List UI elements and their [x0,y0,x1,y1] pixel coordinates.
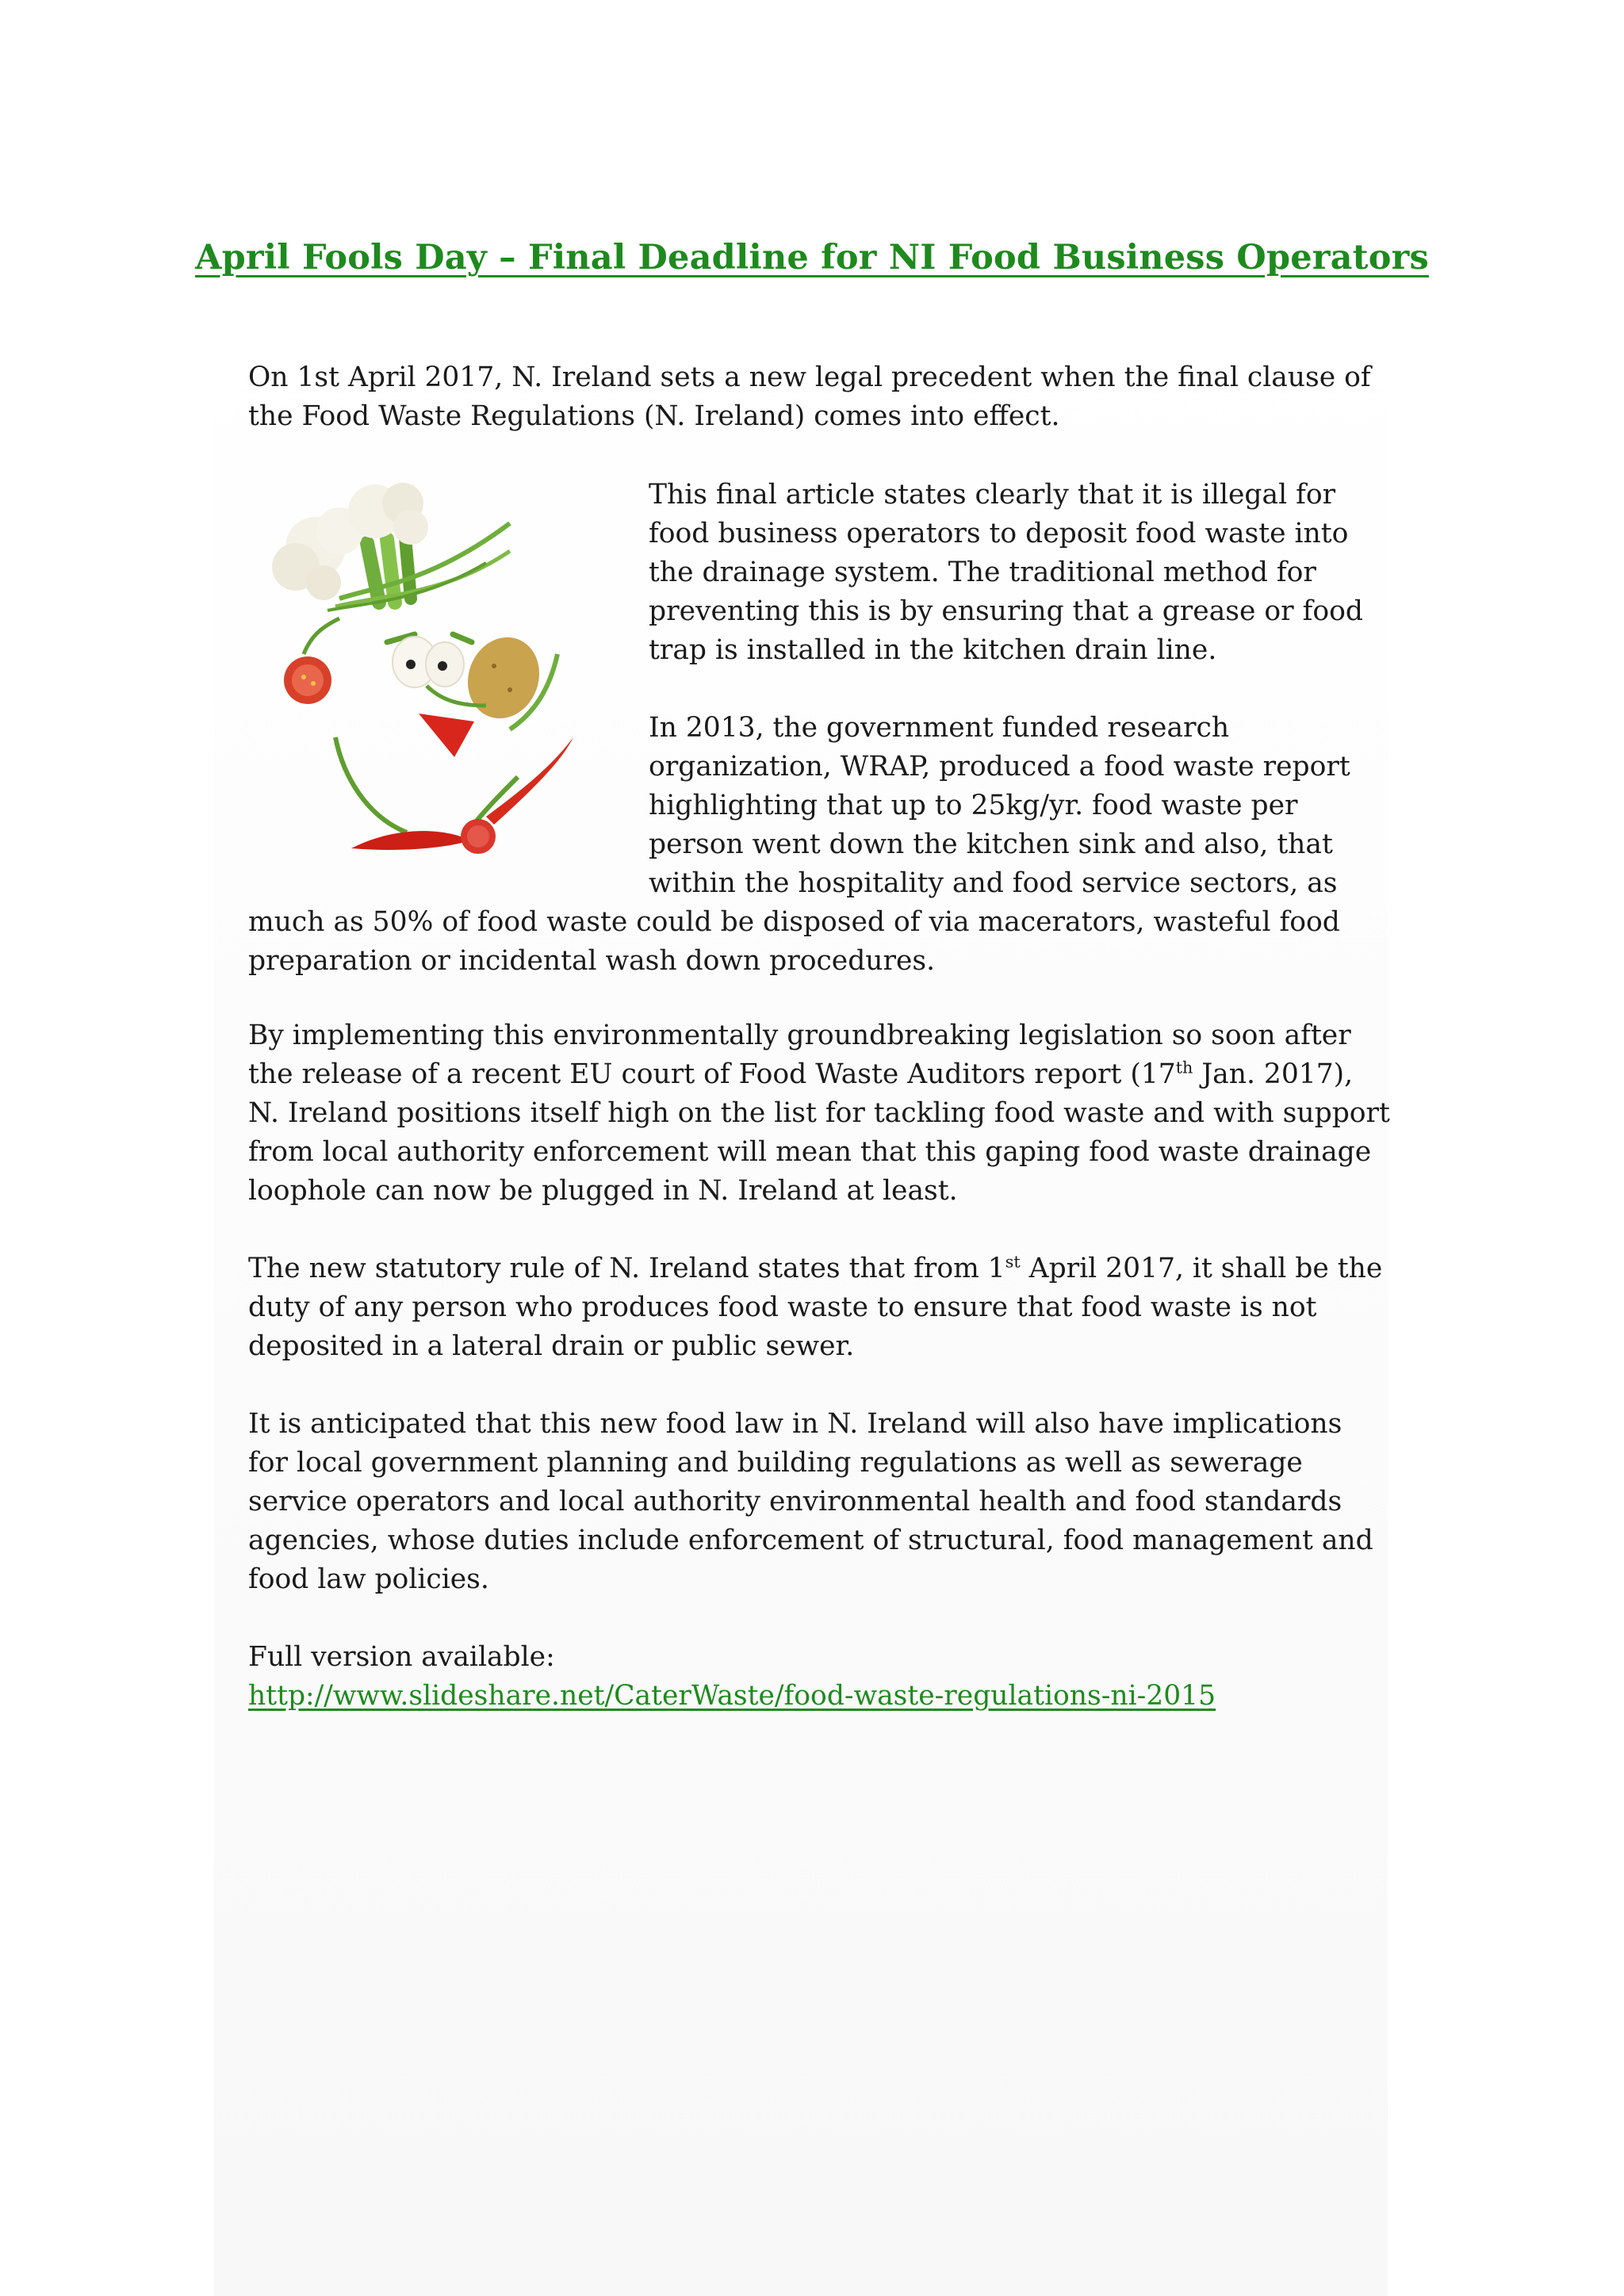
full-version-section [248,1638,1390,1716]
eyebrow-right-icon [453,634,472,642]
full-version-link[interactable]: http://www.slideshare.net/CaterWaste/food-waste-regulations-ni-2015 [248,1680,1216,1712]
wrapped-section [248,476,1390,981]
tomato-slice-icon [284,618,339,704]
pepper-slice-icon [419,714,474,757]
vegetable-face-icon [248,476,649,896]
paragraph-3-superscript: th [1175,1058,1193,1077]
paragraph-3-part-b: Jan. 2017), N. Ireland positions itself high on the list for tackling food waste and with support from local authority enforcement will mean that this gaping food waste drainage loophole can now be plugged in N. Ireland at least. [248,1058,1390,1207]
intro-paragraph [248,358,1390,436]
paragraph-4-part-a: The new statutory rule of N. Ireland states that from 1 [248,1253,1005,1284]
paragraph-4-superscript: st [1005,1252,1021,1272]
garlic-eyes-icon [393,637,464,687]
wrap-paragraph-2: In 2013, the government funded research organization, WRAP, produced a food waste report highlighting that up to 25kg/yr. food waste per person went down the kitchen sink and also, that within the hospitality and food service sectors, as much as 50% of food waste could be disposed of via macerators, wasteful food preparation or incidental wash down procedures. [248,712,1350,977]
chili-pepper-icon [351,737,573,854]
paragraph-5 [248,1405,1390,1599]
intro-text: On 1st April 2017, N. Ireland sets a new legal precedent when the final clause of the Food Waste Regulations (N. Ireland) comes into effect. [248,362,1371,432]
paragraph-3 [248,1016,1390,1211]
paragraph-4-text [248,1249,1390,1366]
paragraph-3-part-a: By implementing this environmentally groundbreaking legislation so soon after the release of a recent EU court of Food Waste Auditors report (17 [248,1020,1351,1090]
paragraph-4-part-b: April 2017, it shall be the duty of any person who produces food waste to ensure that food waste is not deposited in a lateral drain or public sewer. [248,1253,1383,1362]
vegetable-face-illustration [248,476,649,896]
paragraph-4 [248,1249,1390,1366]
paragraph-5-text: It is anticipated that this new food law in N. Ireland will also have implications for local government planning and building regulations as well as sewerage service operators and local authority environmental health and food standards agencies, whose duties include enforcement of structural, food management and food law policies. [248,1408,1373,1595]
mouth-stem-icon [335,737,407,832]
full-version-label: Full version available: [248,1641,555,1673]
wrap-paragraph-1: This final article states clearly that it is illegal for food business operators to deposit food waste into the drainage system. The traditional method for preventing this is by ensuring that a grease or food trap is installed in the kitchen drain line. [649,479,1363,666]
paragraph-3-text [248,1016,1390,1211]
document-title: April Fools Day – Final Deadline for NI Food Business Operators [195,238,1429,277]
